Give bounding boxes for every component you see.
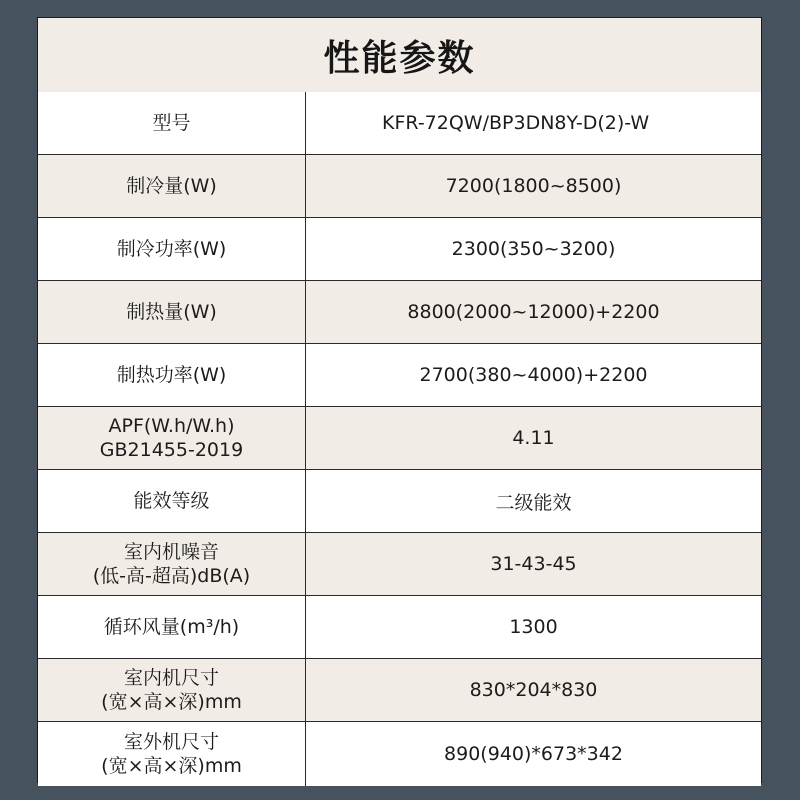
table-row: [38, 92, 761, 155]
table-row: [38, 596, 761, 659]
label-line: 室外机尺寸: [123, 731, 219, 753]
row-label: [38, 407, 306, 469]
row-value: 2700(380~4000)+2200: [419, 364, 648, 386]
row-label: [38, 218, 306, 280]
spec-card: [37, 17, 762, 783]
label-line: GB21455-2019: [99, 439, 244, 461]
table-row: [38, 659, 761, 722]
label-line: 型号: [152, 112, 191, 134]
row-label: [38, 92, 306, 154]
row-value: 1300: [509, 616, 558, 638]
row-value: 890(940)*673*342: [444, 743, 623, 765]
row-value: KFR-72QW/BP3DN8Y-D(2)-W: [382, 112, 650, 134]
row-value: 4.11: [512, 427, 555, 449]
row-value: 7200(1800~8500): [445, 175, 622, 197]
table-row: [38, 344, 761, 407]
row-label: [38, 722, 306, 786]
label-line: 制冷量(W): [126, 175, 217, 197]
label-line: 室内机噪音: [123, 541, 219, 563]
table-row: [38, 218, 761, 281]
label-line: (宽×高×深)mm: [101, 755, 242, 777]
row-value: 830*204*830: [469, 679, 598, 701]
row-label: [38, 596, 306, 658]
row-value: 31-43-45: [490, 553, 577, 575]
label-line: 制热量(W): [126, 301, 217, 323]
table-row: [38, 281, 761, 344]
label-line: APF(W.h/W.h): [108, 415, 235, 437]
label-line: (宽×高×深)mm: [101, 691, 242, 713]
label-line: 能效等级: [133, 490, 210, 512]
row-value: 二级能效: [495, 491, 572, 514]
label-line: 循环风量(m³/h): [103, 616, 240, 638]
page-title: 性能参数: [38, 18, 761, 93]
row-label: [38, 155, 306, 217]
table-row: [38, 533, 761, 596]
label-line: 制冷功率(W): [116, 238, 227, 260]
row-value: 8800(2000~12000)+2200: [407, 301, 660, 323]
table-row: [38, 470, 761, 533]
table-row: [38, 407, 761, 470]
table-row: [38, 722, 761, 786]
label-line: (低-高-超高)dB(A): [92, 565, 251, 587]
row-label: [38, 470, 306, 532]
row-label: [38, 533, 306, 595]
table-row: [38, 155, 761, 218]
label-line: 制热功率(W): [116, 364, 227, 386]
label-line: 室内机尺寸: [123, 667, 219, 689]
row-label: [38, 344, 306, 406]
spec-table: [38, 92, 761, 786]
row-label: [38, 659, 306, 721]
row-value: 2300(350~3200): [451, 238, 616, 260]
row-label: [38, 281, 306, 343]
